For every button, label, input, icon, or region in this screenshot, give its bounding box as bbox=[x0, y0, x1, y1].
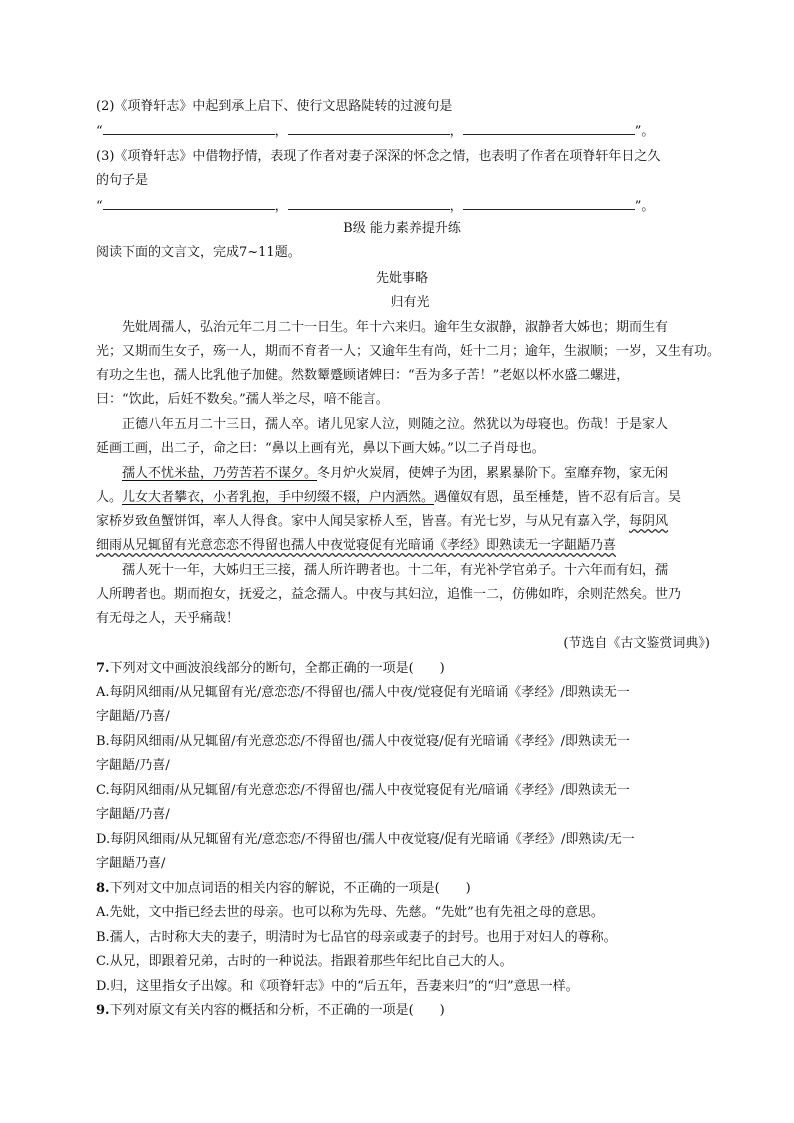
p4-line-2: 人所聘者也。期而抱女，抚爱之，益念孺人。中夜与其妇泣，追惟一二，仿佛如昨，余则茫然矣。世乃 bbox=[96, 587, 682, 602]
q2-blank-3[interactable] bbox=[463, 122, 635, 135]
q3-blank-3[interactable] bbox=[463, 197, 635, 210]
q7-option-d-cont: 字龃龉乃喜/ bbox=[96, 856, 166, 871]
p2-line-1: 正德八年五月二十三日，孺人卒。诸儿见家人泣，则随之泣。然犹以为母寝也。伤哉！于是家人 bbox=[122, 417, 669, 432]
p3-underlined-sentence-2: 儿女大者攀衣，小者乳抱，手中纫缀不辍，户内洒然。 bbox=[122, 490, 435, 505]
q3-comma-1: ， bbox=[274, 199, 288, 214]
p3-text: 冬月炉火炭屑，使婢子为团，累累暴阶下。室靡弃物，家无闲 bbox=[317, 466, 669, 481]
q8-option-a[interactable]: A.先妣，文中指已经去世的母亲。也可以称为先母、先慈。“先妣”也有先祖之母的意思。 bbox=[96, 905, 604, 920]
article-title: 先妣事略 bbox=[375, 271, 428, 286]
q9-number: 9. bbox=[96, 1003, 110, 1018]
q7-stem-text: 下列对文中画波浪线部分的断句，全都正确的一项是( ) bbox=[109, 661, 445, 676]
q2-open-quote: “ bbox=[96, 124, 103, 139]
q2-close: ”。 bbox=[634, 124, 655, 139]
q7-stem bbox=[96, 660, 445, 678]
p3-underlined-sentence-1: 孺人不忧米盐，乃劳苦若不谋夕。 bbox=[122, 466, 318, 481]
q7-option-d[interactable]: D.每阴风细雨/从兄辄留有光/意恋恋/不得留也/孺人中夜觉寝/促有光暗诵《孝经》/即熟读/无一 bbox=[96, 832, 635, 847]
q8-stem bbox=[96, 880, 471, 898]
q2-stem: (2)《项脊轩志》中起到承上启下、使行文思路陡转的过渡句是 bbox=[96, 99, 453, 114]
q7-option-c-cont: 字龃龉/乃喜/ bbox=[96, 807, 170, 822]
q9-stem-text: 下列对原文有关内容的概括和分析，不正确的一项是( ) bbox=[109, 1003, 445, 1018]
q3-stem: (3)《项脊轩志》中借物抒情，表现了作者对妻子深深的怀念之情，也表明了作者在项脊轩年日之久 bbox=[96, 149, 661, 164]
q2-blank-2[interactable] bbox=[288, 122, 450, 135]
q8-option-c[interactable]: C.从兄，即跟着兄弟，古时的一种说法。指跟着那些年纪比自己大的人。 bbox=[96, 954, 513, 969]
p3-line-4 bbox=[96, 537, 616, 555]
p3-text: 遇僮奴有恩，虽至棰楚，皆不忍有后言。吴 bbox=[434, 490, 682, 505]
q2-answer-line bbox=[96, 122, 654, 141]
q3-comma-2: ， bbox=[449, 199, 463, 214]
q7-option-b[interactable]: B.每阴风细雨/从兄辄留/有光意恋恋/不得留也/孺人中夜觉寝/促有光暗诵《孝经》/即熟读无一 bbox=[96, 734, 630, 749]
q8-number: 8. bbox=[96, 881, 110, 896]
p3-wavy-text: 细雨从兄辄留有光意恋恋不得留也孺人中夜觉寝促有光暗诵《孝经》即熟读无一字龃龉乃喜 bbox=[96, 538, 617, 553]
p1-line-2: 光；又期而生女子，殇一人，期而不育者一人；又逾年生有尚，妊十二月；逾年，生淑顺；一岁，又生有功。 bbox=[96, 344, 721, 359]
p3-wavy-text-start: 每阴风 bbox=[629, 514, 669, 529]
q3-close: ”。 bbox=[634, 199, 655, 214]
p4-line-1: 孺人死十一年，大姊归王三接，孺人所许聘者也。十二年，有光补学官弟子。十六年而有妇，孺 bbox=[122, 563, 669, 578]
q8-option-b[interactable]: B.孺人，古时称大夫的妻子，明清时为七品官的母亲或妻子的封号。也用于对妇人的尊称。 bbox=[96, 930, 617, 945]
q7-option-b-cont: 字龃龉/乃喜/ bbox=[96, 758, 170, 773]
p3-line-3 bbox=[96, 513, 668, 531]
p4-line-3: 有无母之人，天乎痛哉！ bbox=[96, 611, 240, 626]
reading-instruction: 阅读下面的文言文，完成7~11题。 bbox=[96, 245, 301, 260]
q7-option-a[interactable]: A.每阴风细雨/从兄辄留有光/意恋恋/不得留也/孺人中夜/觉寝促有光暗诵《孝经》/即熟读无一 bbox=[96, 685, 630, 700]
p3-line-1 bbox=[122, 465, 668, 483]
p1-line-1: 先妣周孺人，弘治元年二月二十一日生。年十六来归。逾年生女淑静，淑静者大姊也；期而生有 bbox=[122, 320, 669, 335]
article-source: (节选自《古文鉴赏词典》) bbox=[563, 636, 710, 651]
q7-option-c[interactable]: C.每阴风细雨/从兄辄留/有光意恋恋/不得留也/孺人中夜觉寝促有光/暗诵《孝经》/即熟读无一 bbox=[96, 783, 630, 798]
q3-stem-cont: 的句子是 bbox=[96, 173, 149, 188]
p1-line-4: 曰：“饮此，后妊不数矣。”孺人举之尽，喑不能言。 bbox=[96, 392, 389, 407]
q9-stem bbox=[96, 1002, 445, 1020]
q7-option-a-cont: 字龃龉/乃喜/ bbox=[96, 709, 170, 724]
section-title: B级 能力素养提升练 bbox=[343, 221, 461, 236]
q3-blank-1[interactable] bbox=[103, 197, 275, 210]
article-author: 归有光 bbox=[390, 295, 430, 310]
p2-line-2: 延画工画，出二子，命之曰：“鼻以上画有光，鼻以下画大姊。”以二子肖母也。 bbox=[96, 441, 545, 456]
p3-text: 家桥岁致鱼蟹饼饵，率人人得食。家中人闻吴家桥人至，皆喜。有光七岁，与从兄有嘉入学， bbox=[96, 514, 630, 529]
q7-number: 7. bbox=[96, 661, 110, 676]
p3-text: 人。 bbox=[96, 490, 123, 505]
p1-line-3: 有功之生也，孺人比乳他子加健。然数颦蹙顾诸婢曰：“吾为多子苦！”老妪以杯水盛二螺进， bbox=[96, 368, 630, 383]
q8-stem-text: 下列对文中加点词语的相关内容的解说，不正确的一项是( ) bbox=[109, 881, 471, 896]
q8-option-d[interactable]: D.归，这里指女子出嫁。和《项脊轩志》中的“后五年，吾妻来归”的“归”意思一样。 bbox=[96, 979, 579, 994]
q3-blank-2[interactable] bbox=[288, 197, 450, 210]
p3-line-2 bbox=[96, 489, 681, 507]
q3-answer-line bbox=[96, 197, 654, 216]
q2-comma-2: ， bbox=[449, 124, 463, 139]
q2-blank-1[interactable] bbox=[103, 122, 275, 135]
q3-open-quote: “ bbox=[96, 199, 103, 214]
q2-comma-1: ， bbox=[274, 124, 288, 139]
